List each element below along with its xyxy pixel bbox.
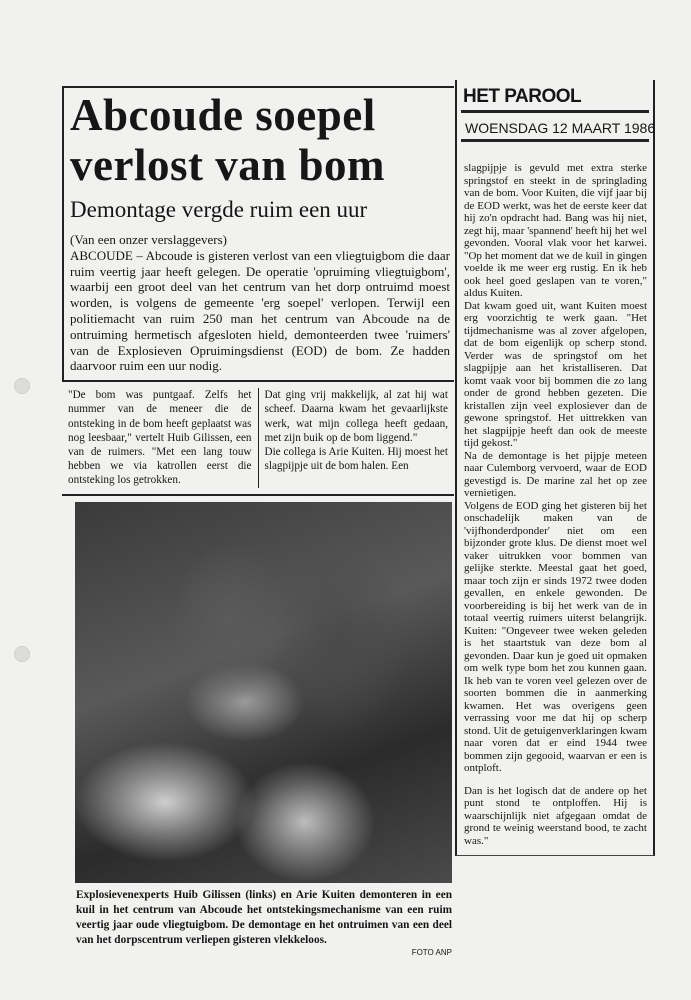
body-paragraph: Dat kwam goed uit, want Kuiten moest erg voorzichtig te werk gaan. "Het tijdmechanisme was al zover afgelopen, dat de bom eigenlijk op scherp stond. Verder was de springstof om het slagpijpje aan het kristalliseren. Dat komt vaak voor bij bommen die zo lang onder de grond hebben gezeten. Die kristallen zijn veel explosiever dan de gewone springstof. Het uittrekken van het slagpijpje heeft dan ook de meeste tijd gekost.": [464, 299, 647, 449]
quote-column-2: [258, 388, 454, 487]
lead-paragraph: ABCOUDE – Abcoude is gisteren verlost van een vliegtuigbom die daar ruim veertig jaar heeft gelegen. De operatie 'opruiming vliegtuigbom', waarbij een groot deel van het centrum van het dorp ontruimd moest worden, is volgens de gemeente 'erg soepel' verlopen. Terwijl een politiemacht van ruim 250 man het centrum van Abcoude na de ontruiming hermetisch afgesloten hield, demonteerden twee 'ruimers' van de Explosieven Opruimingsdienst (EOD) de bom. Ze hadden daarvoor ruim een uur nodig.: [70, 247, 450, 374]
headline-line-2: verlost van bom: [70, 140, 385, 190]
byline: (Van een onzer verslaggevers): [70, 232, 228, 247]
photo-credit: FOTO ANP: [411, 948, 452, 957]
publication-date: WOENSDAG 12 MAART 1986: [465, 120, 656, 136]
body-paragraph: slagpijpje is gevuld met extra sterke springstof en steekt in de springlading van de bom. Voor Kuiten, die vijf jaar bij de EOD werkt, was het de eerste keer dat hij zo'n opdracht had. Bang was hij niet, zegt hij, maar 'spannend' heeft hij het wel gevonden. Vooral vlak voor het karwei. "Op het moment dat we de kuil in gingen voelde ik me weer erg rustig. En ik heb ook heel goed geslapen van te voren," aldus Kuiten.: [464, 162, 647, 299]
quote-paragraph: "De bom was puntgaaf. Zelfs het nummer van de meneer die de ontsteking in de bom heeft geplaatst was nog leesbaar," vertelt Huib Gilissen, een van de ruimers. "Met een lang touw hebben we via katrollen eerst die ontsteking los getrokken.: [68, 389, 252, 487]
quote-column-1: [62, 388, 258, 487]
punch-hole: [14, 378, 30, 394]
newspaper-name: HET PAROOL: [463, 86, 582, 107]
body-paragraph: Na de demontage is het pijpje meteen naar Culemborg vervoerd, waar de EOD gevestigd is. De marine zal het op zee vernietigen.: [464, 449, 647, 499]
news-photo: [75, 502, 452, 883]
headline-line-1: Abcoude soepel: [70, 90, 376, 140]
body-paragraph: Dan is het logisch dat de andere op het punt stond te ontploffen. Hij is waarschijnlijk niet afgegaan omdat de grond te weinig weerstand bood, te zacht was.": [464, 784, 647, 847]
side-column: [455, 80, 655, 856]
quote-paragraph: Dat ging vrij makkelijk, al zat hij wat scheef. Daarna kwam het gevaarlijkste werk, wat mijn collega heeft gedaan, met zijn buik op de bom liggend.": [264, 389, 448, 444]
body-paragraph: Volgens de EOD ging het gisteren bij het onschadelijk maken van de 'vijfhonderdponder' niet om een bijzonder grote klus. De dienst moet wel vaker uitrukken voor bommen van gelijke sterkte. Meestal gaat het goed, maar toch zijn er sinds 1972 twee doden gevallen, en enkele gewonden. De voorbereiding is bij het werk van de in totaal veertig ruimers uiterst belangrijk. Kuiten: "Ongeveer twee weken geleden is het staartstuk van deze bom al gevonden. Daar kun je goed uit opmaken om welk type bom het zou kunnen gaan. Ik heb van te voren veel gelezen over de soorten bommen die in aanmerking kwamen. Het was overigens geen verrassing voor me dat hij op scherp stond. Uit de getuigenverklaringen kwam naar voren dat er eind 1944 twee bommen zijn gegooid, waarvan er een is ontploft.: [464, 499, 647, 774]
subheadline: Demontage vergde ruim een uur: [70, 197, 368, 222]
article-header: [62, 86, 454, 380]
body-paragraph: Die collega is Arie Kuiten. Hij moest het slagpijpje uit de bom halen. Een: [264, 445, 448, 473]
punch-hole: [14, 646, 30, 662]
quote-section: [62, 380, 454, 495]
masthead-rule: [461, 110, 649, 113]
side-text: [464, 162, 647, 847]
photo-caption: Explosievenexperts Huib Gilissen (links) en Arie Kuiten demonteren in een kuil in het centrum van Abcoude het ontstekingsmechanisme van een ruim veertig jaar oude vliegtuigbom. De demontage en het ontruimen van een deel van het dorpscentrum verliepen gisteren vlekkeloos.: [76, 889, 452, 946]
lead-text: [70, 232, 450, 374]
article-main: [62, 86, 454, 958]
caption-block: [76, 888, 452, 958]
date-rule: [461, 139, 649, 142]
